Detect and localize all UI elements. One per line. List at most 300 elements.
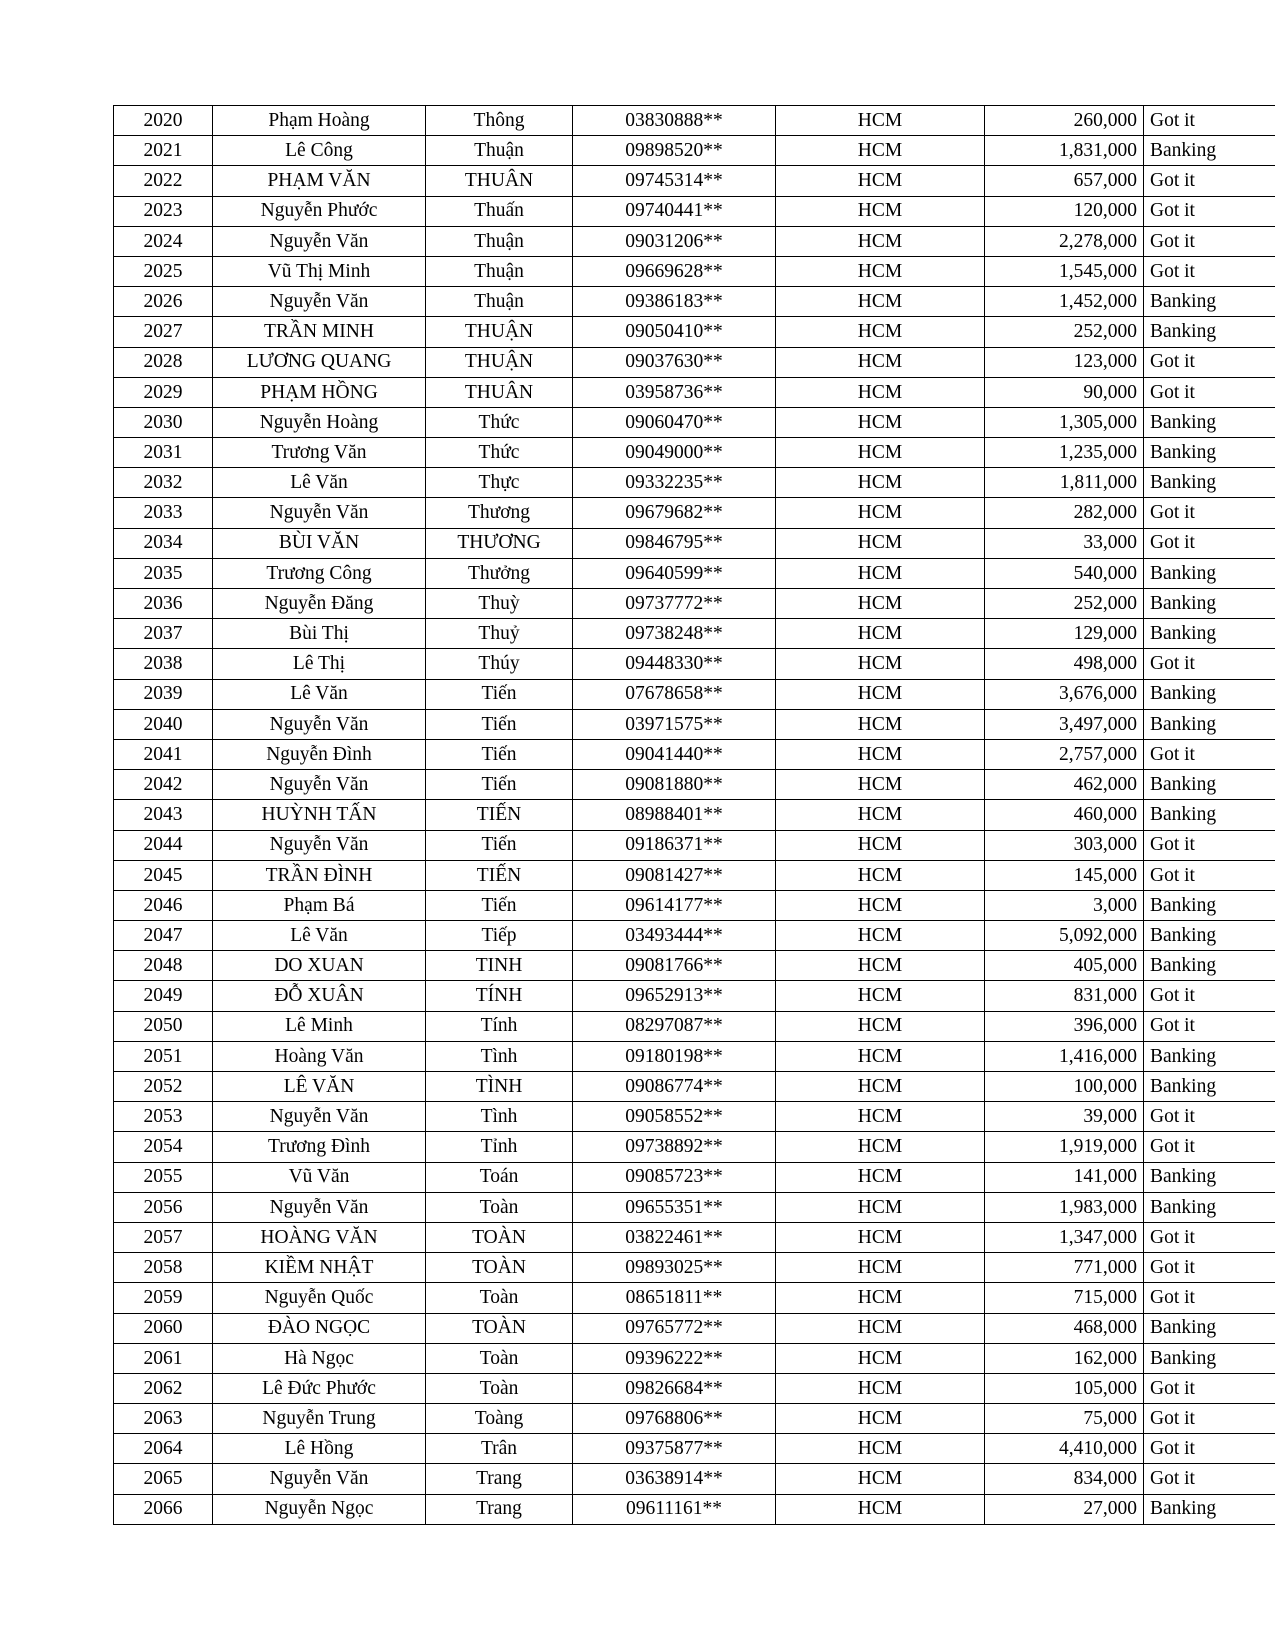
cell-id: 2027	[114, 317, 213, 347]
cell-last_name: Toàn	[426, 1283, 573, 1313]
cell-last_name: Thuấn	[426, 196, 573, 226]
table-row	[114, 1162, 1275, 1192]
cell-id: 2044	[114, 830, 213, 860]
cell-city: HCM	[776, 981, 985, 1011]
table-row	[114, 1102, 1275, 1132]
cell-status: Banking	[1144, 951, 1275, 981]
table-row	[114, 528, 1275, 558]
cell-last_name: Thúy	[426, 649, 573, 679]
table-row	[114, 1132, 1275, 1162]
cell-city: HCM	[776, 619, 985, 649]
cell-id: 2063	[114, 1404, 213, 1434]
cell-phone: 03638914**	[573, 1464, 776, 1494]
cell-id: 2028	[114, 347, 213, 377]
table-row	[114, 226, 1275, 256]
table-row	[114, 1192, 1275, 1222]
cell-phone: 09826684**	[573, 1373, 776, 1403]
table-row	[114, 1343, 1275, 1373]
cell-first_name: Nguyễn Trung	[213, 1404, 426, 1434]
table-row	[114, 739, 1275, 769]
table-row	[114, 287, 1275, 317]
cell-amount: 831,000	[985, 981, 1144, 1011]
cell-first_name: TRẦN MINH	[213, 317, 426, 347]
cell-first_name: Bùi Thị	[213, 619, 426, 649]
cell-id: 2039	[114, 679, 213, 709]
cell-phone: 09614177**	[573, 890, 776, 920]
cell-phone: 09745314**	[573, 166, 776, 196]
cell-phone: 09679682**	[573, 498, 776, 528]
table-row	[114, 1464, 1275, 1494]
cell-id: 2060	[114, 1313, 213, 1343]
cell-last_name: Thuỷ	[426, 619, 573, 649]
cell-phone: 03822461**	[573, 1222, 776, 1252]
cell-status: Got it	[1144, 1404, 1275, 1434]
cell-amount: 141,000	[985, 1162, 1144, 1192]
cell-first_name: Phạm Hoàng	[213, 106, 426, 136]
cell-first_name: Nguyễn Văn	[213, 830, 426, 860]
cell-phone: 09898520**	[573, 136, 776, 166]
table-row	[114, 1283, 1275, 1313]
cell-phone: 03830888**	[573, 106, 776, 136]
cell-phone: 09846795**	[573, 528, 776, 558]
cell-amount: 1,452,000	[985, 287, 1144, 317]
table-row	[114, 1253, 1275, 1283]
cell-first_name: PHẠM HỒNG	[213, 377, 426, 407]
cell-id: 2034	[114, 528, 213, 558]
cell-phone: 09186371**	[573, 830, 776, 860]
table-row	[114, 317, 1275, 347]
cell-status: Banking	[1144, 468, 1275, 498]
cell-amount: 252,000	[985, 589, 1144, 619]
table-row	[114, 106, 1275, 136]
cell-city: HCM	[776, 498, 985, 528]
cell-status: Banking	[1144, 287, 1275, 317]
cell-amount: 2,757,000	[985, 739, 1144, 769]
cell-amount: 1,305,000	[985, 407, 1144, 437]
cell-status: Banking	[1144, 679, 1275, 709]
cell-phone: 09060470**	[573, 407, 776, 437]
table-row	[114, 951, 1275, 981]
cell-last_name: Toàn	[426, 1373, 573, 1403]
cell-status: Got it	[1144, 1283, 1275, 1313]
cell-city: HCM	[776, 166, 985, 196]
cell-last_name: Tiến	[426, 830, 573, 860]
cell-phone: 08297087**	[573, 1011, 776, 1041]
cell-phone: 09652913**	[573, 981, 776, 1011]
cell-amount: 145,000	[985, 860, 1144, 890]
cell-amount: 2,278,000	[985, 226, 1144, 256]
cell-first_name: Trương Đình	[213, 1132, 426, 1162]
cell-id: 2045	[114, 860, 213, 890]
cell-phone: 09031206**	[573, 226, 776, 256]
table-row	[114, 1041, 1275, 1071]
cell-amount: 5,092,000	[985, 921, 1144, 951]
cell-amount: 771,000	[985, 1253, 1144, 1283]
cell-amount: 105,000	[985, 1373, 1144, 1403]
table-row	[114, 498, 1275, 528]
cell-id: 2032	[114, 468, 213, 498]
cell-city: HCM	[776, 1102, 985, 1132]
cell-last_name: Tình	[426, 1041, 573, 1071]
cell-status: Got it	[1144, 739, 1275, 769]
cell-last_name: THUÂN	[426, 377, 573, 407]
cell-phone: 09396222**	[573, 1343, 776, 1373]
cell-first_name: DO XUAN	[213, 951, 426, 981]
cell-first_name: Nguyễn Ngọc	[213, 1494, 426, 1524]
cell-first_name: Nguyễn Quốc	[213, 1283, 426, 1313]
table-row	[114, 1434, 1275, 1464]
cell-first_name: TRẦN ĐÌNH	[213, 860, 426, 890]
cell-amount: 462,000	[985, 770, 1144, 800]
cell-first_name: ĐÀO NGỌC	[213, 1313, 426, 1343]
cell-first_name: Hoàng Văn	[213, 1041, 426, 1071]
cell-id: 2057	[114, 1222, 213, 1252]
cell-city: HCM	[776, 709, 985, 739]
cell-city: HCM	[776, 438, 985, 468]
cell-last_name: Tiến	[426, 679, 573, 709]
cell-last_name: Tiếp	[426, 921, 573, 951]
cell-id: 2065	[114, 1464, 213, 1494]
cell-last_name: Thực	[426, 468, 573, 498]
cell-id: 2066	[114, 1494, 213, 1524]
cell-last_name: THƯƠNG	[426, 528, 573, 558]
table-row	[114, 347, 1275, 377]
cell-id: 2023	[114, 196, 213, 226]
cell-status: Banking	[1144, 1041, 1275, 1071]
cell-id: 2036	[114, 589, 213, 619]
cell-amount: 282,000	[985, 498, 1144, 528]
cell-phone: 09740441**	[573, 196, 776, 226]
cell-phone: 09058552**	[573, 1102, 776, 1132]
table-row	[114, 830, 1275, 860]
cell-status: Got it	[1144, 196, 1275, 226]
cell-amount: 3,497,000	[985, 709, 1144, 739]
cell-status: Got it	[1144, 166, 1275, 196]
cell-last_name: Tiến	[426, 770, 573, 800]
cell-city: HCM	[776, 951, 985, 981]
cell-city: HCM	[776, 347, 985, 377]
cell-city: HCM	[776, 1283, 985, 1313]
cell-id: 2047	[114, 921, 213, 951]
cell-amount: 1,919,000	[985, 1132, 1144, 1162]
table-row	[114, 256, 1275, 286]
cell-first_name: Lê Văn	[213, 921, 426, 951]
cell-status: Got it	[1144, 1011, 1275, 1041]
cell-amount: 657,000	[985, 166, 1144, 196]
cell-amount: 129,000	[985, 619, 1144, 649]
cell-city: HCM	[776, 860, 985, 890]
cell-status: Got it	[1144, 1464, 1275, 1494]
cell-last_name: Toán	[426, 1162, 573, 1192]
table-row	[114, 1011, 1275, 1041]
cell-city: HCM	[776, 106, 985, 136]
cell-first_name: Lê Hồng	[213, 1434, 426, 1464]
cell-id: 2055	[114, 1162, 213, 1192]
cell-last_name: TINH	[426, 951, 573, 981]
cell-last_name: Thưởng	[426, 558, 573, 588]
cell-status: Got it	[1144, 528, 1275, 558]
cell-status: Banking	[1144, 1494, 1275, 1524]
cell-phone: 09050410**	[573, 317, 776, 347]
table-row	[114, 558, 1275, 588]
cell-status: Banking	[1144, 890, 1275, 920]
cell-amount: 75,000	[985, 1404, 1144, 1434]
table-row	[114, 860, 1275, 890]
cell-city: HCM	[776, 1192, 985, 1222]
table-row	[114, 619, 1275, 649]
cell-last_name: THUẬN	[426, 317, 573, 347]
cell-last_name: THUẬN	[426, 347, 573, 377]
cell-amount: 3,000	[985, 890, 1144, 920]
cell-city: HCM	[776, 287, 985, 317]
cell-amount: 123,000	[985, 347, 1144, 377]
cell-phone: 09180198**	[573, 1041, 776, 1071]
cell-last_name: Thuận	[426, 226, 573, 256]
cell-amount: 252,000	[985, 317, 1144, 347]
cell-status: Banking	[1144, 619, 1275, 649]
cell-id: 2026	[114, 287, 213, 317]
cell-amount: 90,000	[985, 377, 1144, 407]
cell-id: 2033	[114, 498, 213, 528]
cell-city: HCM	[776, 256, 985, 286]
cell-amount: 3,676,000	[985, 679, 1144, 709]
cell-last_name: Tiến	[426, 890, 573, 920]
cell-id: 2049	[114, 981, 213, 1011]
cell-id: 2035	[114, 558, 213, 588]
cell-status: Got it	[1144, 830, 1275, 860]
cell-status: Banking	[1144, 558, 1275, 588]
cell-phone: 08988401**	[573, 800, 776, 830]
cell-first_name: Hà Ngọc	[213, 1343, 426, 1373]
cell-amount: 162,000	[985, 1343, 1144, 1373]
cell-status: Got it	[1144, 1222, 1275, 1252]
cell-city: HCM	[776, 679, 985, 709]
cell-phone: 03971575**	[573, 709, 776, 739]
cell-status: Got it	[1144, 347, 1275, 377]
cell-first_name: Nguyễn Văn	[213, 287, 426, 317]
cell-status: Banking	[1144, 1313, 1275, 1343]
cell-last_name: TOÀN	[426, 1313, 573, 1343]
cell-amount: 540,000	[985, 558, 1144, 588]
cell-last_name: Trân	[426, 1434, 573, 1464]
cell-id: 2056	[114, 1192, 213, 1222]
cell-last_name: Thương	[426, 498, 573, 528]
cell-id: 2051	[114, 1041, 213, 1071]
cell-phone: 09640599**	[573, 558, 776, 588]
cell-last_name: Tình	[426, 1102, 573, 1132]
cell-first_name: Phạm Bá	[213, 890, 426, 920]
cell-city: HCM	[776, 1162, 985, 1192]
cell-last_name: Toàn	[426, 1192, 573, 1222]
cell-city: HCM	[776, 1434, 985, 1464]
cell-last_name: TÍNH	[426, 981, 573, 1011]
table-row	[114, 770, 1275, 800]
cell-id: 2025	[114, 256, 213, 286]
cell-status: Got it	[1144, 256, 1275, 286]
cell-last_name: Trang	[426, 1464, 573, 1494]
cell-id: 2022	[114, 166, 213, 196]
cell-status: Got it	[1144, 1373, 1275, 1403]
cell-phone: 09669628**	[573, 256, 776, 286]
cell-first_name: HUỲNH TẤN	[213, 800, 426, 830]
cell-city: HCM	[776, 226, 985, 256]
table-row	[114, 1313, 1275, 1343]
cell-status: Banking	[1144, 136, 1275, 166]
cell-phone: 09386183**	[573, 287, 776, 317]
cell-phone: 09655351**	[573, 1192, 776, 1222]
cell-id: 2040	[114, 709, 213, 739]
cell-phone: 09737772**	[573, 589, 776, 619]
cell-city: HCM	[776, 770, 985, 800]
cell-amount: 39,000	[985, 1102, 1144, 1132]
cell-id: 2038	[114, 649, 213, 679]
cell-city: HCM	[776, 377, 985, 407]
cell-status: Banking	[1144, 589, 1275, 619]
cell-phone: 09765772**	[573, 1313, 776, 1343]
cell-status: Banking	[1144, 407, 1275, 437]
cell-last_name: Toàng	[426, 1404, 573, 1434]
cell-amount: 1,347,000	[985, 1222, 1144, 1252]
cell-status: Banking	[1144, 1343, 1275, 1373]
cell-amount: 1,983,000	[985, 1192, 1144, 1222]
cell-city: HCM	[776, 1132, 985, 1162]
cell-id: 2041	[114, 739, 213, 769]
table-row	[114, 890, 1275, 920]
cell-first_name: Vũ Thị Minh	[213, 256, 426, 286]
table-row	[114, 709, 1275, 739]
cell-last_name: Thức	[426, 407, 573, 437]
cell-id: 2021	[114, 136, 213, 166]
cell-city: HCM	[776, 196, 985, 226]
table-row	[114, 468, 1275, 498]
cell-amount: 260,000	[985, 106, 1144, 136]
cell-city: HCM	[776, 890, 985, 920]
cell-amount: 460,000	[985, 800, 1144, 830]
cell-id: 2053	[114, 1102, 213, 1132]
cell-phone: 09768806**	[573, 1404, 776, 1434]
cell-phone: 08651811**	[573, 1283, 776, 1313]
records-table	[113, 105, 1275, 1525]
cell-id: 2031	[114, 438, 213, 468]
cell-phone: 09081427**	[573, 860, 776, 890]
cell-city: HCM	[776, 528, 985, 558]
table-row	[114, 166, 1275, 196]
cell-first_name: Lê Đức Phước	[213, 1373, 426, 1403]
cell-amount: 405,000	[985, 951, 1144, 981]
table-row	[114, 1373, 1275, 1403]
cell-status: Got it	[1144, 498, 1275, 528]
cell-last_name: Thuận	[426, 136, 573, 166]
cell-last_name: Tính	[426, 1011, 573, 1041]
cell-status: Banking	[1144, 1162, 1275, 1192]
cell-phone: 09081766**	[573, 951, 776, 981]
cell-id: 2048	[114, 951, 213, 981]
cell-amount: 4,410,000	[985, 1434, 1144, 1464]
cell-last_name: TOÀN	[426, 1253, 573, 1283]
cell-amount: 1,235,000	[985, 438, 1144, 468]
cell-last_name: Thuận	[426, 256, 573, 286]
table-row	[114, 800, 1275, 830]
table-row	[114, 1494, 1275, 1524]
cell-status: Banking	[1144, 1192, 1275, 1222]
cell-city: HCM	[776, 921, 985, 951]
cell-amount: 33,000	[985, 528, 1144, 558]
table-row	[114, 407, 1275, 437]
cell-first_name: Nguyễn Văn	[213, 226, 426, 256]
cell-phone: 09081880**	[573, 770, 776, 800]
cell-status: Banking	[1144, 921, 1275, 951]
cell-first_name: LƯƠNG QUANG	[213, 347, 426, 377]
cell-amount: 303,000	[985, 830, 1144, 860]
cell-phone: 09738892**	[573, 1132, 776, 1162]
cell-amount: 715,000	[985, 1283, 1144, 1313]
cell-amount: 1,416,000	[985, 1041, 1144, 1071]
cell-city: HCM	[776, 1494, 985, 1524]
table-row	[114, 981, 1275, 1011]
cell-phone: 09332235**	[573, 468, 776, 498]
cell-city: HCM	[776, 1404, 985, 1434]
cell-status: Got it	[1144, 106, 1275, 136]
cell-last_name: Tiến	[426, 709, 573, 739]
cell-city: HCM	[776, 649, 985, 679]
cell-city: HCM	[776, 1373, 985, 1403]
table-row	[114, 377, 1275, 407]
cell-city: HCM	[776, 1464, 985, 1494]
cell-status: Got it	[1144, 649, 1275, 679]
cell-phone: 09448330**	[573, 649, 776, 679]
cell-first_name: Lê Minh	[213, 1011, 426, 1041]
cell-status: Got it	[1144, 1253, 1275, 1283]
cell-phone: 09086774**	[573, 1072, 776, 1102]
table-row	[114, 1072, 1275, 1102]
cell-first_name: Vũ Văn	[213, 1162, 426, 1192]
cell-status: Got it	[1144, 1102, 1275, 1132]
cell-last_name: TÌNH	[426, 1072, 573, 1102]
cell-id: 2043	[114, 800, 213, 830]
cell-first_name: KIỀM NHẬT	[213, 1253, 426, 1283]
cell-phone: 07678658**	[573, 679, 776, 709]
cell-id: 2046	[114, 890, 213, 920]
cell-phone: 09085723**	[573, 1162, 776, 1192]
cell-first_name: Nguyễn Đăng	[213, 589, 426, 619]
cell-first_name: Nguyễn Phước	[213, 196, 426, 226]
cell-amount: 1,811,000	[985, 468, 1144, 498]
cell-first_name: Nguyễn Văn	[213, 1464, 426, 1494]
cell-phone: 09041440**	[573, 739, 776, 769]
cell-phone: 09375877**	[573, 1434, 776, 1464]
cell-id: 2020	[114, 106, 213, 136]
cell-city: HCM	[776, 1072, 985, 1102]
cell-status: Banking	[1144, 438, 1275, 468]
cell-city: HCM	[776, 317, 985, 347]
cell-phone: 03958736**	[573, 377, 776, 407]
cell-id: 2062	[114, 1373, 213, 1403]
cell-first_name: Nguyễn Hoàng	[213, 407, 426, 437]
cell-first_name: Lê Công	[213, 136, 426, 166]
cell-status: Got it	[1144, 981, 1275, 1011]
cell-amount: 396,000	[985, 1011, 1144, 1041]
cell-first_name: HOÀNG VĂN	[213, 1222, 426, 1252]
cell-first_name: PHẠM VĂN	[213, 166, 426, 196]
table-row	[114, 1404, 1275, 1434]
table-row	[114, 921, 1275, 951]
cell-id: 2029	[114, 377, 213, 407]
table-row	[114, 679, 1275, 709]
cell-phone: 09037630**	[573, 347, 776, 377]
cell-amount: 100,000	[985, 1072, 1144, 1102]
cell-city: HCM	[776, 1041, 985, 1071]
cell-first_name: Nguyễn Văn	[213, 1102, 426, 1132]
